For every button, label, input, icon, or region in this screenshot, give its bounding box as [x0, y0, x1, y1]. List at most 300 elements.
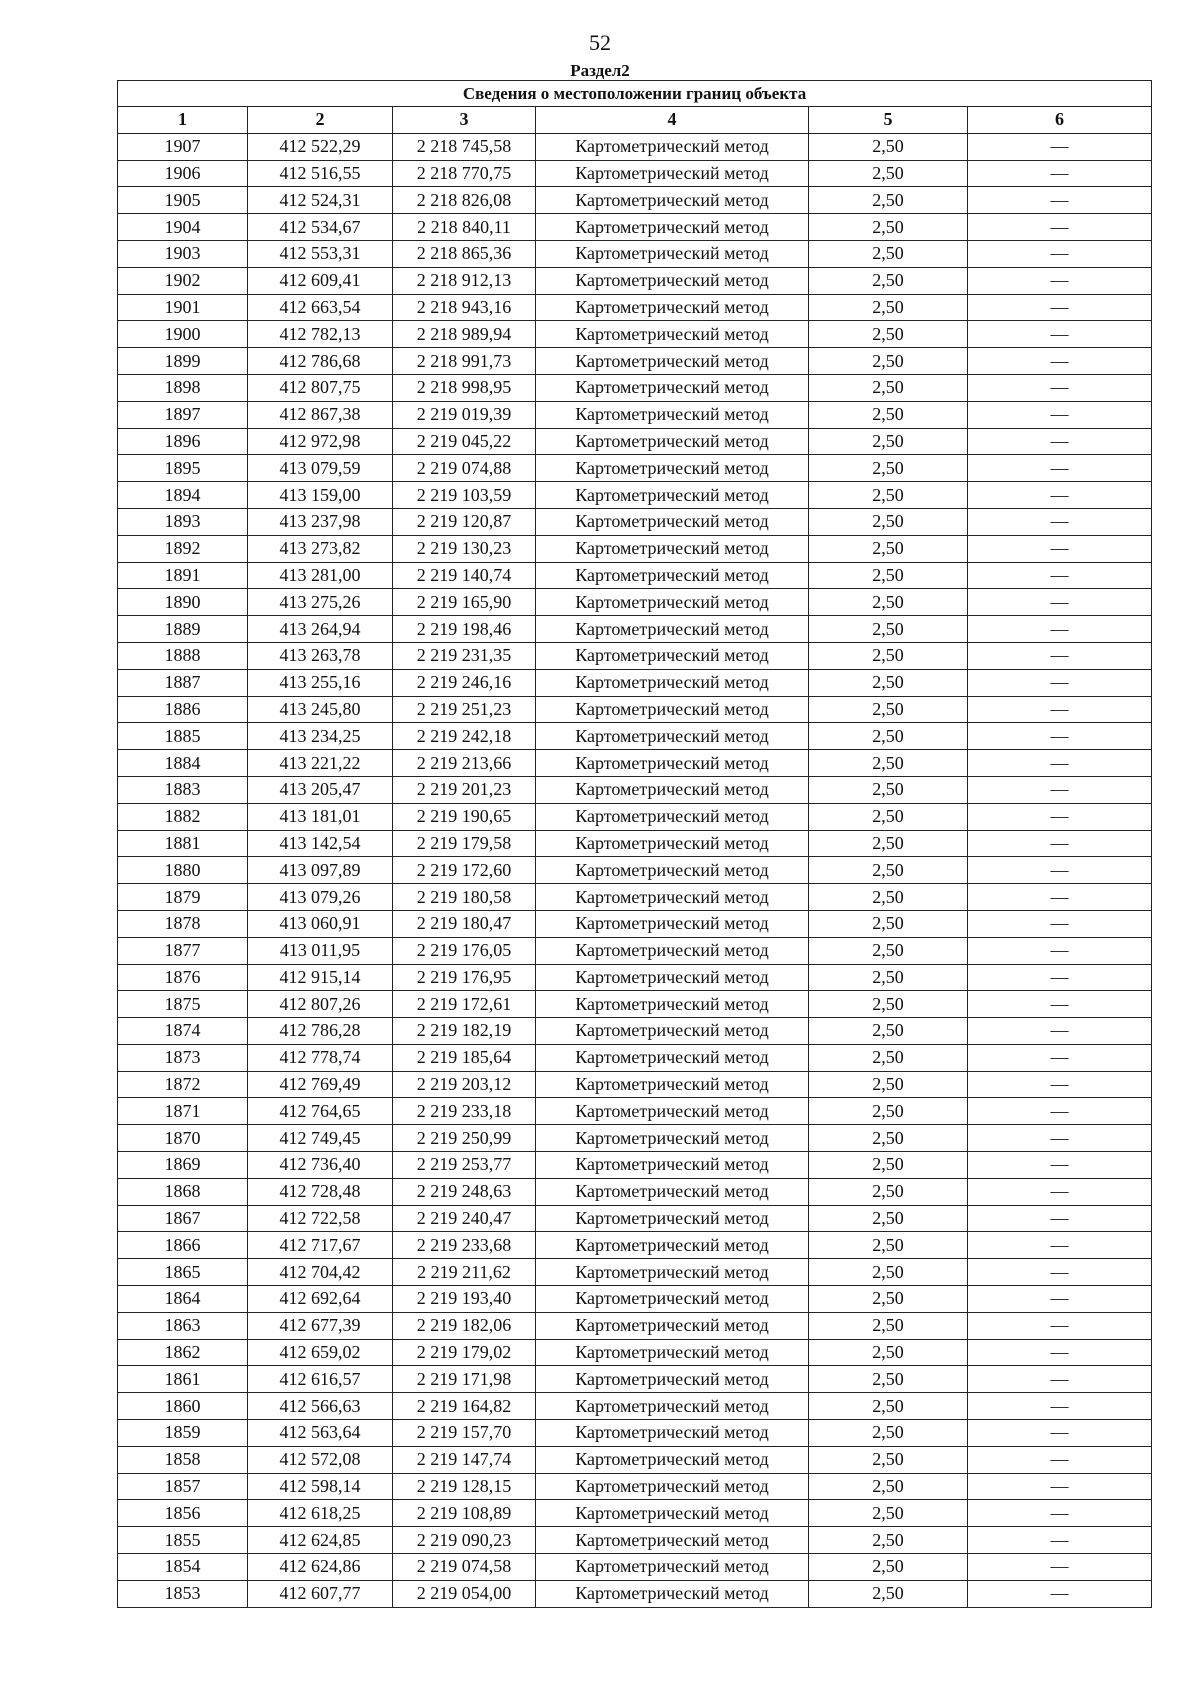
cell-method: Картометрический метод	[536, 267, 809, 294]
cell-note: —	[968, 642, 1152, 669]
cell-coordinate-y: 2 219 193,40	[393, 1286, 536, 1313]
cell-note: —	[968, 696, 1152, 723]
cell-coordinate-x: 413 237,98	[248, 508, 393, 535]
cell-coordinate-y: 2 219 164,82	[393, 1393, 536, 1420]
cell-coordinate-x: 412 677,39	[248, 1312, 393, 1339]
cell-method: Картометрический метод	[536, 1098, 809, 1125]
cell-point-number: 1896	[118, 428, 248, 455]
column-header: 4	[536, 107, 809, 134]
cell-coordinate-x: 412 769,49	[248, 1071, 393, 1098]
cell-accuracy: 2,50	[809, 428, 968, 455]
cell-coordinate-x: 412 786,28	[248, 1018, 393, 1045]
cell-note: —	[968, 723, 1152, 750]
cell-point-number: 1890	[118, 589, 248, 616]
cell-coordinate-x: 412 607,77	[248, 1580, 393, 1607]
cell-point-number: 1859	[118, 1420, 248, 1447]
cell-accuracy: 2,50	[809, 1312, 968, 1339]
cell-coordinate-x: 413 273,82	[248, 535, 393, 562]
table-row	[118, 1018, 1152, 1045]
cell-coordinate-y: 2 218 989,94	[393, 321, 536, 348]
cell-note: —	[968, 991, 1152, 1018]
table-row	[118, 723, 1152, 750]
cell-note: —	[968, 910, 1152, 937]
cell-note: —	[968, 535, 1152, 562]
cell-method: Картометрический метод	[536, 803, 809, 830]
table-row	[118, 294, 1152, 321]
cell-note: —	[968, 937, 1152, 964]
table-row	[118, 910, 1152, 937]
cell-point-number: 1899	[118, 348, 248, 375]
cell-coordinate-x: 413 281,00	[248, 562, 393, 589]
cell-note: —	[968, 1393, 1152, 1420]
table-row	[118, 589, 1152, 616]
table-row	[118, 1152, 1152, 1179]
cell-note: —	[968, 830, 1152, 857]
column-header: 5	[809, 107, 968, 134]
cell-coordinate-y: 2 219 108,89	[393, 1500, 536, 1527]
cell-point-number: 1888	[118, 642, 248, 669]
cell-method: Картометрический метод	[536, 1554, 809, 1581]
cell-coordinate-y: 2 218 745,58	[393, 133, 536, 160]
table-caption-row	[118, 81, 1152, 107]
cell-coordinate-y: 2 219 182,19	[393, 1018, 536, 1045]
table-row	[118, 1286, 1152, 1313]
cell-coordinate-x: 413 221,22	[248, 750, 393, 777]
table-row	[118, 374, 1152, 401]
cell-method: Картометрический метод	[536, 1259, 809, 1286]
table-row	[118, 1527, 1152, 1554]
cell-point-number: 1906	[118, 160, 248, 187]
cell-accuracy: 2,50	[809, 374, 968, 401]
cell-method: Картометрический метод	[536, 160, 809, 187]
cell-method: Картометрический метод	[536, 562, 809, 589]
cell-coordinate-x: 413 060,91	[248, 910, 393, 937]
cell-accuracy: 2,50	[809, 803, 968, 830]
cell-point-number: 1895	[118, 455, 248, 482]
cell-coordinate-x: 413 275,26	[248, 589, 393, 616]
cell-note: —	[968, 1420, 1152, 1447]
cell-accuracy: 2,50	[809, 1446, 968, 1473]
cell-method: Картометрический метод	[536, 830, 809, 857]
cell-coordinate-x: 412 972,98	[248, 428, 393, 455]
table-row	[118, 1044, 1152, 1071]
cell-point-number: 1894	[118, 482, 248, 509]
cell-note: —	[968, 750, 1152, 777]
cell-point-number: 1855	[118, 1527, 248, 1554]
cell-point-number: 1869	[118, 1152, 248, 1179]
cell-accuracy: 2,50	[809, 910, 968, 937]
cell-coordinate-x: 412 572,08	[248, 1446, 393, 1473]
cell-coordinate-y: 2 219 120,87	[393, 508, 536, 535]
cell-accuracy: 2,50	[809, 642, 968, 669]
table-row	[118, 776, 1152, 803]
cell-accuracy: 2,50	[809, 1071, 968, 1098]
cell-coordinate-x: 412 522,29	[248, 133, 393, 160]
cell-method: Картометрический метод	[536, 455, 809, 482]
cell-note: —	[968, 1554, 1152, 1581]
cell-point-number: 1867	[118, 1205, 248, 1232]
table-row	[118, 964, 1152, 991]
cell-method: Картометрический метод	[536, 374, 809, 401]
cell-coordinate-x: 413 079,59	[248, 455, 393, 482]
cell-coordinate-y: 2 219 140,74	[393, 562, 536, 589]
cell-note: —	[968, 1259, 1152, 1286]
table-row	[118, 1393, 1152, 1420]
cell-point-number: 1882	[118, 803, 248, 830]
cell-coordinate-y: 2 219 103,59	[393, 482, 536, 509]
cell-method: Картометрический метод	[536, 321, 809, 348]
cell-coordinate-y: 2 219 180,58	[393, 884, 536, 911]
cell-point-number: 1891	[118, 562, 248, 589]
cell-accuracy: 2,50	[809, 750, 968, 777]
cell-note: —	[968, 160, 1152, 187]
cell-method: Картометрический метод	[536, 482, 809, 509]
cell-coordinate-y: 2 219 242,18	[393, 723, 536, 750]
cell-accuracy: 2,50	[809, 240, 968, 267]
cell-accuracy: 2,50	[809, 1473, 968, 1500]
table-row	[118, 991, 1152, 1018]
table-row	[118, 133, 1152, 160]
table-row	[118, 937, 1152, 964]
cell-note: —	[968, 1500, 1152, 1527]
table-row	[118, 1205, 1152, 1232]
cell-coordinate-x: 412 782,13	[248, 321, 393, 348]
cell-point-number: 1861	[118, 1366, 248, 1393]
cell-coordinate-y: 2 219 165,90	[393, 589, 536, 616]
table-row	[118, 187, 1152, 214]
table-row	[118, 214, 1152, 241]
cell-accuracy: 2,50	[809, 1580, 968, 1607]
cell-point-number: 1866	[118, 1232, 248, 1259]
cell-note: —	[968, 455, 1152, 482]
cell-note: —	[968, 1366, 1152, 1393]
cell-note: —	[968, 1018, 1152, 1045]
cell-coordinate-y: 2 219 248,63	[393, 1178, 536, 1205]
cell-point-number: 1876	[118, 964, 248, 991]
cell-accuracy: 2,50	[809, 455, 968, 482]
column-header: 6	[968, 107, 1152, 134]
cell-accuracy: 2,50	[809, 133, 968, 160]
cell-point-number: 1902	[118, 267, 248, 294]
section-title: Раздел2	[570, 61, 630, 80]
cell-coordinate-x: 413 264,94	[248, 616, 393, 643]
cell-accuracy: 2,50	[809, 321, 968, 348]
cell-note: —	[968, 428, 1152, 455]
cell-accuracy: 2,50	[809, 1286, 968, 1313]
cell-note: —	[968, 776, 1152, 803]
cell-note: —	[968, 1125, 1152, 1152]
cell-note: —	[968, 1473, 1152, 1500]
cell-method: Картометрический метод	[536, 1366, 809, 1393]
cell-accuracy: 2,50	[809, 1125, 968, 1152]
cell-note: —	[968, 1071, 1152, 1098]
cell-point-number: 1880	[118, 857, 248, 884]
cell-accuracy: 2,50	[809, 616, 968, 643]
cell-point-number: 1857	[118, 1473, 248, 1500]
cell-coordinate-x: 412 534,67	[248, 214, 393, 241]
cell-note: —	[968, 964, 1152, 991]
cell-coordinate-y: 2 219 176,05	[393, 937, 536, 964]
cell-coordinate-x: 412 915,14	[248, 964, 393, 991]
cell-point-number: 1860	[118, 1393, 248, 1420]
table-row	[118, 508, 1152, 535]
table-row	[118, 1473, 1152, 1500]
cell-note: —	[968, 1232, 1152, 1259]
cell-coordinate-y: 2 219 253,77	[393, 1152, 536, 1179]
cell-accuracy: 2,50	[809, 1018, 968, 1045]
cell-accuracy: 2,50	[809, 884, 968, 911]
cell-method: Картометрический метод	[536, 1286, 809, 1313]
cell-note: —	[968, 240, 1152, 267]
cell-coordinate-y: 2 219 233,18	[393, 1098, 536, 1125]
cell-note: —	[968, 401, 1152, 428]
cell-note: —	[968, 1178, 1152, 1205]
cell-accuracy: 2,50	[809, 562, 968, 589]
cell-point-number: 1868	[118, 1178, 248, 1205]
table-row	[118, 1500, 1152, 1527]
cell-coordinate-x: 412 692,64	[248, 1286, 393, 1313]
table-row	[118, 160, 1152, 187]
cell-coordinate-x: 412 736,40	[248, 1152, 393, 1179]
cell-method: Картометрический метод	[536, 1312, 809, 1339]
cell-accuracy: 2,50	[809, 187, 968, 214]
cell-coordinate-x: 412 566,63	[248, 1393, 393, 1420]
cell-point-number: 1862	[118, 1339, 248, 1366]
cell-accuracy: 2,50	[809, 160, 968, 187]
cell-coordinate-y: 2 219 171,98	[393, 1366, 536, 1393]
cell-method: Картометрический метод	[536, 133, 809, 160]
cell-accuracy: 2,50	[809, 482, 968, 509]
table-row	[118, 616, 1152, 643]
cell-coordinate-x: 413 159,00	[248, 482, 393, 509]
cell-note: —	[968, 482, 1152, 509]
cell-note: —	[968, 1339, 1152, 1366]
cell-point-number: 1872	[118, 1071, 248, 1098]
table-row	[118, 1232, 1152, 1259]
cell-method: Картометрический метод	[536, 750, 809, 777]
cell-point-number: 1886	[118, 696, 248, 723]
cell-coordinate-x: 413 181,01	[248, 803, 393, 830]
cell-coordinate-y: 2 218 912,13	[393, 267, 536, 294]
cell-method: Картометрический метод	[536, 991, 809, 1018]
cell-note: —	[968, 562, 1152, 589]
cell-method: Картометрический метод	[536, 669, 809, 696]
cell-method: Картометрический метод	[536, 401, 809, 428]
cell-note: —	[968, 669, 1152, 696]
cell-coordinate-x: 412 663,54	[248, 294, 393, 321]
cell-point-number: 1877	[118, 937, 248, 964]
cell-accuracy: 2,50	[809, 1259, 968, 1286]
table-row	[118, 857, 1152, 884]
cell-accuracy: 2,50	[809, 1232, 968, 1259]
cell-accuracy: 2,50	[809, 830, 968, 857]
table-row	[118, 455, 1152, 482]
cell-method: Картометрический метод	[536, 535, 809, 562]
table-caption: Сведения о местоположении границ объекта	[118, 81, 1152, 107]
table-row	[118, 642, 1152, 669]
cell-note: —	[968, 1152, 1152, 1179]
cell-method: Картометрический метод	[536, 1071, 809, 1098]
cell-note: —	[968, 1205, 1152, 1232]
cell-method: Картометрический метод	[536, 857, 809, 884]
cell-point-number: 1874	[118, 1018, 248, 1045]
cell-accuracy: 2,50	[809, 508, 968, 535]
cell-note: —	[968, 884, 1152, 911]
cell-note: —	[968, 294, 1152, 321]
cell-accuracy: 2,50	[809, 535, 968, 562]
column-header: 1	[118, 107, 248, 134]
cell-coordinate-x: 413 234,25	[248, 723, 393, 750]
cell-method: Картометрический метод	[536, 1339, 809, 1366]
cell-point-number: 1853	[118, 1580, 248, 1607]
cell-coordinate-x: 413 255,16	[248, 669, 393, 696]
cell-method: Картометрический метод	[536, 1205, 809, 1232]
cell-coordinate-x: 412 624,85	[248, 1527, 393, 1554]
cell-coordinate-y: 2 219 176,95	[393, 964, 536, 991]
column-header: 3	[393, 107, 536, 134]
cell-method: Картометрический метод	[536, 1393, 809, 1420]
table-row	[118, 562, 1152, 589]
cell-method: Картометрический метод	[536, 1044, 809, 1071]
table-header-row	[118, 107, 1152, 134]
cell-coordinate-x: 413 097,89	[248, 857, 393, 884]
boundary-coordinates-table	[117, 80, 1152, 1608]
cell-coordinate-x: 412 524,31	[248, 187, 393, 214]
cell-coordinate-y: 2 219 251,23	[393, 696, 536, 723]
cell-coordinate-x: 412 704,42	[248, 1259, 393, 1286]
cell-point-number: 1893	[118, 508, 248, 535]
table-row	[118, 1420, 1152, 1447]
cell-accuracy: 2,50	[809, 348, 968, 375]
cell-method: Картометрический метод	[536, 1500, 809, 1527]
cell-method: Картометрический метод	[536, 884, 809, 911]
cell-point-number: 1904	[118, 214, 248, 241]
cell-note: —	[968, 1312, 1152, 1339]
cell-point-number: 1889	[118, 616, 248, 643]
cell-method: Картометрический метод	[536, 214, 809, 241]
cell-point-number: 1873	[118, 1044, 248, 1071]
cell-note: —	[968, 187, 1152, 214]
cell-accuracy: 2,50	[809, 696, 968, 723]
table-row	[118, 1259, 1152, 1286]
cell-coordinate-x: 412 516,55	[248, 160, 393, 187]
cell-coordinate-x: 412 807,26	[248, 991, 393, 1018]
cell-note: —	[968, 133, 1152, 160]
cell-accuracy: 2,50	[809, 776, 968, 803]
cell-coordinate-y: 2 219 185,64	[393, 1044, 536, 1071]
cell-coordinate-y: 2 219 179,58	[393, 830, 536, 857]
cell-point-number: 1875	[118, 991, 248, 1018]
table-row	[118, 1339, 1152, 1366]
cell-method: Картометрический метод	[536, 1420, 809, 1447]
cell-method: Картометрический метод	[536, 1473, 809, 1500]
cell-method: Картометрический метод	[536, 1527, 809, 1554]
table-row	[118, 830, 1152, 857]
cell-point-number: 1892	[118, 535, 248, 562]
cell-method: Картометрический метод	[536, 696, 809, 723]
table-row	[118, 1071, 1152, 1098]
page-number: 52	[589, 30, 611, 55]
table-row	[118, 1446, 1152, 1473]
cell-method: Картометрический метод	[536, 240, 809, 267]
cell-method: Картометрический метод	[536, 776, 809, 803]
cell-method: Картометрический метод	[536, 428, 809, 455]
cell-coordinate-y: 2 219 203,12	[393, 1071, 536, 1098]
table-row	[118, 803, 1152, 830]
cell-accuracy: 2,50	[809, 1393, 968, 1420]
table-body	[118, 133, 1152, 1607]
cell-point-number: 1898	[118, 374, 248, 401]
cell-coordinate-x: 412 749,45	[248, 1125, 393, 1152]
cell-method: Картометрический метод	[536, 910, 809, 937]
cell-note: —	[968, 1286, 1152, 1313]
cell-coordinate-y: 2 219 211,62	[393, 1259, 536, 1286]
cell-point-number: 1885	[118, 723, 248, 750]
cell-note: —	[968, 589, 1152, 616]
cell-method: Картометрический метод	[536, 187, 809, 214]
cell-coordinate-y: 2 219 233,68	[393, 1232, 536, 1259]
cell-method: Картометрический метод	[536, 1152, 809, 1179]
cell-coordinate-y: 2 219 172,61	[393, 991, 536, 1018]
cell-coordinate-x: 412 624,86	[248, 1554, 393, 1581]
cell-coordinate-x: 412 609,41	[248, 267, 393, 294]
cell-point-number: 1881	[118, 830, 248, 857]
cell-accuracy: 2,50	[809, 294, 968, 321]
table-row	[118, 535, 1152, 562]
cell-coordinate-y: 2 218 840,11	[393, 214, 536, 241]
cell-accuracy: 2,50	[809, 1044, 968, 1071]
cell-note: —	[968, 803, 1152, 830]
cell-point-number: 1905	[118, 187, 248, 214]
cell-coordinate-x: 413 079,26	[248, 884, 393, 911]
cell-method: Картометрический метод	[536, 294, 809, 321]
cell-coordinate-y: 2 219 198,46	[393, 616, 536, 643]
table-row	[118, 669, 1152, 696]
cell-coordinate-y: 2 219 190,65	[393, 803, 536, 830]
cell-coordinate-x: 413 205,47	[248, 776, 393, 803]
cell-method: Картометрический метод	[536, 723, 809, 750]
cell-note: —	[968, 214, 1152, 241]
cell-point-number: 1854	[118, 1554, 248, 1581]
cell-note: —	[968, 857, 1152, 884]
cell-point-number: 1870	[118, 1125, 248, 1152]
cell-note: —	[968, 508, 1152, 535]
table-row	[118, 1312, 1152, 1339]
cell-coordinate-x: 413 245,80	[248, 696, 393, 723]
cell-accuracy: 2,50	[809, 1500, 968, 1527]
cell-coordinate-y: 2 219 128,15	[393, 1473, 536, 1500]
cell-coordinate-y: 2 218 998,95	[393, 374, 536, 401]
cell-coordinate-y: 2 219 179,02	[393, 1339, 536, 1366]
table-row	[118, 401, 1152, 428]
table-row	[118, 240, 1152, 267]
cell-coordinate-x: 412 867,38	[248, 401, 393, 428]
cell-note: —	[968, 267, 1152, 294]
cell-coordinate-x: 412 553,31	[248, 240, 393, 267]
cell-coordinate-x: 413 011,95	[248, 937, 393, 964]
cell-coordinate-y: 2 219 157,70	[393, 1420, 536, 1447]
cell-coordinate-y: 2 219 147,74	[393, 1446, 536, 1473]
cell-point-number: 1883	[118, 776, 248, 803]
cell-coordinate-y: 2 219 246,16	[393, 669, 536, 696]
cell-point-number: 1901	[118, 294, 248, 321]
cell-coordinate-x: 412 728,48	[248, 1178, 393, 1205]
cell-point-number: 1856	[118, 1500, 248, 1527]
table-row	[118, 1098, 1152, 1125]
cell-point-number: 1858	[118, 1446, 248, 1473]
cell-point-number: 1907	[118, 133, 248, 160]
cell-coordinate-y: 2 219 180,47	[393, 910, 536, 937]
